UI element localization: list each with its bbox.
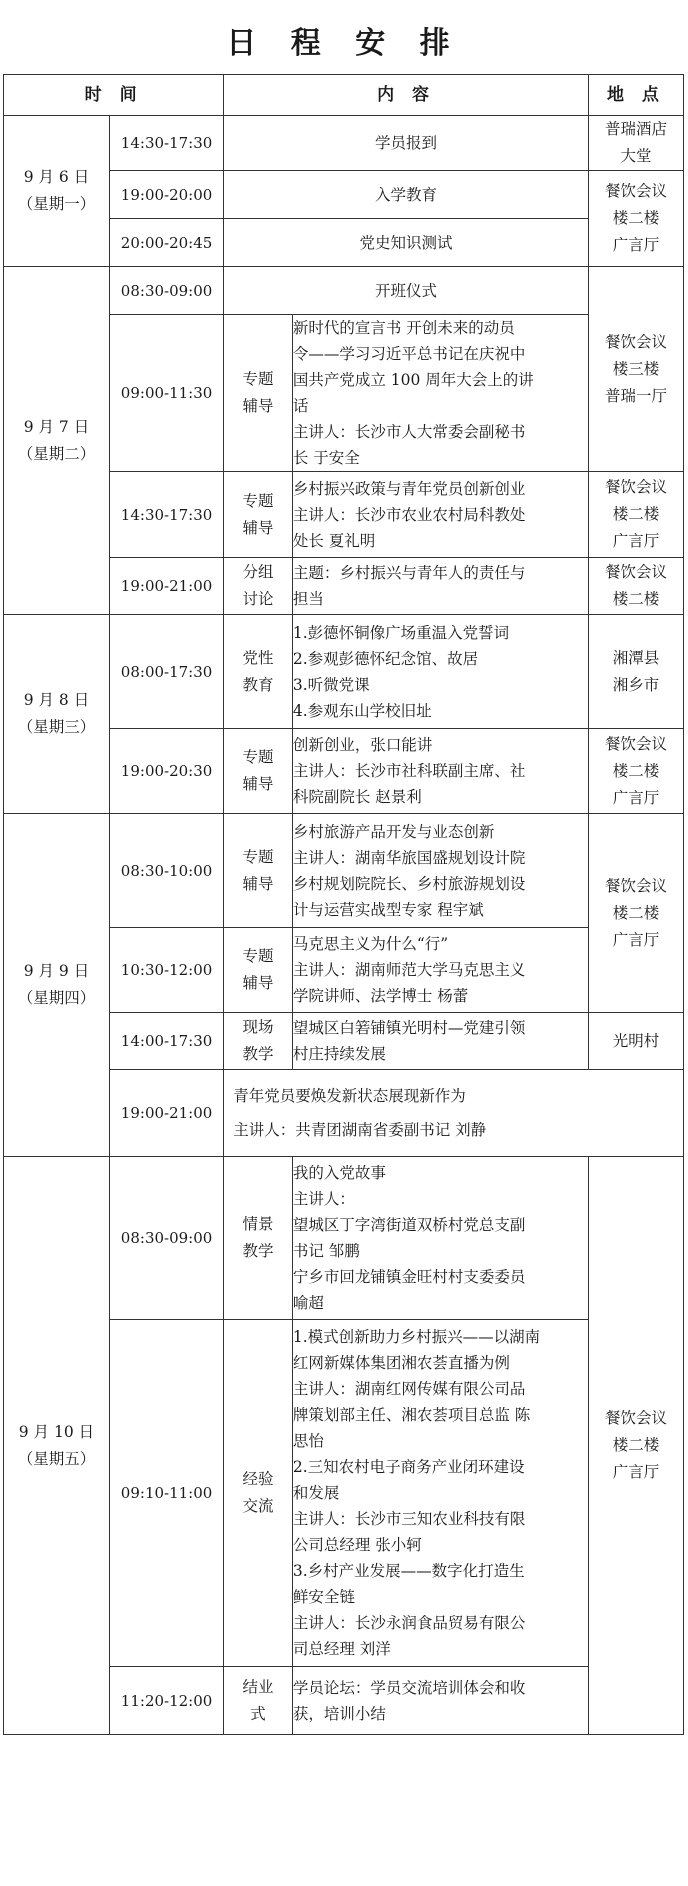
day-cell: 9 月 9 日 （星期四）	[4, 814, 110, 1157]
time-cell: 14:30-17:30	[109, 116, 223, 171]
table-row	[4, 615, 684, 729]
type-cell: 情景 教学	[224, 1157, 293, 1320]
type-cell: 专题 辅导	[224, 315, 293, 472]
time-cell: 20:00-20:45	[109, 219, 223, 267]
header-location: 地 点	[588, 75, 683, 116]
content-cell: 学员报到	[224, 116, 589, 171]
time-cell: 19:00-20:30	[109, 729, 223, 814]
content-cell: 学员论坛：学员交流培训体会和收 获，培训小结	[292, 1667, 588, 1735]
type-cell: 专题 辅导	[224, 472, 293, 558]
type-cell: 专题 辅导	[224, 814, 293, 928]
location-cell: 餐饮会议 楼二楼 广言厅	[588, 814, 683, 1013]
content-cell: 入学教育	[224, 171, 589, 219]
time-cell: 08:00-17:30	[109, 615, 223, 729]
location-cell: 餐饮会议 楼二楼 广言厅	[588, 729, 683, 814]
type-cell: 分组 讨论	[224, 558, 293, 615]
time-cell: 19:00-21:00	[109, 1070, 223, 1157]
type-cell: 经验 交流	[224, 1320, 293, 1667]
content-cell: 我的入党故事 主讲人： 望城区丁字湾街道双桥村党总支副 书记 邹鹏 宁乡市回龙铺镇金旺村村支委委员 喻超	[292, 1157, 588, 1320]
day-cell: 9 月 6 日 （星期一）	[4, 116, 110, 267]
time-cell: 08:30-09:00	[109, 1157, 223, 1320]
day-cell: 9 月 7 日 （星期二）	[4, 267, 110, 615]
content-cell: 青年党员要焕发新状态展现新作为 主讲人：共青团湖南省委副书记 刘静	[224, 1070, 684, 1157]
time-cell: 10:30-12:00	[109, 928, 223, 1013]
table-header-row	[4, 75, 684, 116]
time-cell: 09:00-11:30	[109, 315, 223, 472]
day-cell: 9 月 10 日 （星期五）	[4, 1157, 110, 1735]
type-cell: 专题 辅导	[224, 729, 293, 814]
content-cell: 乡村旅游产品开发与业态创新 主讲人：湖南华旅国盛规划设计院 乡村规划院院长、乡村旅游规划设 计与运营实战型专家 程宇斌	[292, 814, 588, 928]
type-cell: 现场 教学	[224, 1013, 293, 1070]
table-row	[4, 1157, 684, 1320]
table-row	[4, 814, 684, 928]
content-cell: 1.彭德怀铜像广场重温入党誓词 2.参观彭德怀纪念馆、故居 3.听微党课 4.参观东山学校旧址	[292, 615, 588, 729]
type-cell: 专题 辅导	[224, 928, 293, 1013]
content-cell: 乡村振兴政策与青年党员创新创业 主讲人：长沙市农业农村局科教处 处长 夏礼明	[292, 472, 588, 558]
location-cell: 餐饮会议 楼二楼 广言厅	[588, 472, 683, 558]
content-cell: 党史知识测试	[224, 219, 589, 267]
table-row	[4, 116, 684, 171]
time-cell: 09:10-11:00	[109, 1320, 223, 1667]
location-cell: 餐饮会议 楼二楼 广言厅	[588, 171, 683, 267]
content-cell: 马克思主义为什么“行” 主讲人：湖南师范大学马克思主义 学院讲师、法学博士 杨蕾	[292, 928, 588, 1013]
content-cell: 望城区白箬铺镇光明村—党建引领 村庄持续发展	[292, 1013, 588, 1070]
location-cell: 餐饮会议 楼二楼	[588, 558, 683, 615]
location-cell: 餐饮会议 楼二楼 广言厅	[588, 1157, 683, 1735]
time-cell: 08:30-10:00	[109, 814, 223, 928]
day-cell: 9 月 8 日 （星期三）	[4, 615, 110, 814]
content-cell: 主题：乡村振兴与青年人的责任与 担当	[292, 558, 588, 615]
content-cell: 开班仪式	[224, 267, 589, 315]
content-cell: 1.模式创新助力乡村振兴——以湖南 红网新媒体集团湘农荟直播为例 主讲人：湖南红网传媒有限公司品 牌策划部主任、湘农荟项目总监 陈 思怡 2.三知农村电子商务产业闭环建设 和发展 主讲人：长沙市三知农业科技有限 公司总经理 张小轲 3.乡村产业发展——数字化打造生 鲜安全链 主讲人：长沙永润食品贸易有限公 司总经理 刘洋	[292, 1320, 588, 1667]
location-cell: 光明村	[588, 1013, 683, 1070]
header-content: 内 容	[224, 75, 589, 116]
time-cell: 11:20-12:00	[109, 1667, 223, 1735]
type-cell: 党性 教育	[224, 615, 293, 729]
location-cell: 湘潭县 湘乡市	[588, 615, 683, 729]
location-cell: 普瑞酒店 大堂	[588, 116, 683, 171]
time-cell: 14:30-17:30	[109, 472, 223, 558]
time-cell: 14:00-17:30	[109, 1013, 223, 1070]
page-title: 日 程 安 排	[226, 26, 462, 61]
header-time: 时 间	[4, 75, 224, 116]
content-cell: 新时代的宣言书 开创未来的动员 令——学习习近平总书记在庆祝中 国共产党成立 100 周年大会上的讲 话 主讲人：长沙市人大常委会副秘书 长 于安全	[292, 315, 588, 472]
time-cell: 19:00-21:00	[109, 558, 223, 615]
location-cell: 餐饮会议 楼三楼 普瑞一厅	[588, 267, 683, 472]
type-cell: 结业 式	[224, 1667, 293, 1735]
time-cell: 08:30-09:00	[109, 267, 223, 315]
content-cell: 创新创业，张口能讲 主讲人：长沙市社科联副主席、社 科院副院长 赵景利	[292, 729, 588, 814]
time-cell: 19:00-20:00	[109, 171, 223, 219]
schedule-table	[3, 74, 684, 1735]
table-row	[4, 267, 684, 315]
